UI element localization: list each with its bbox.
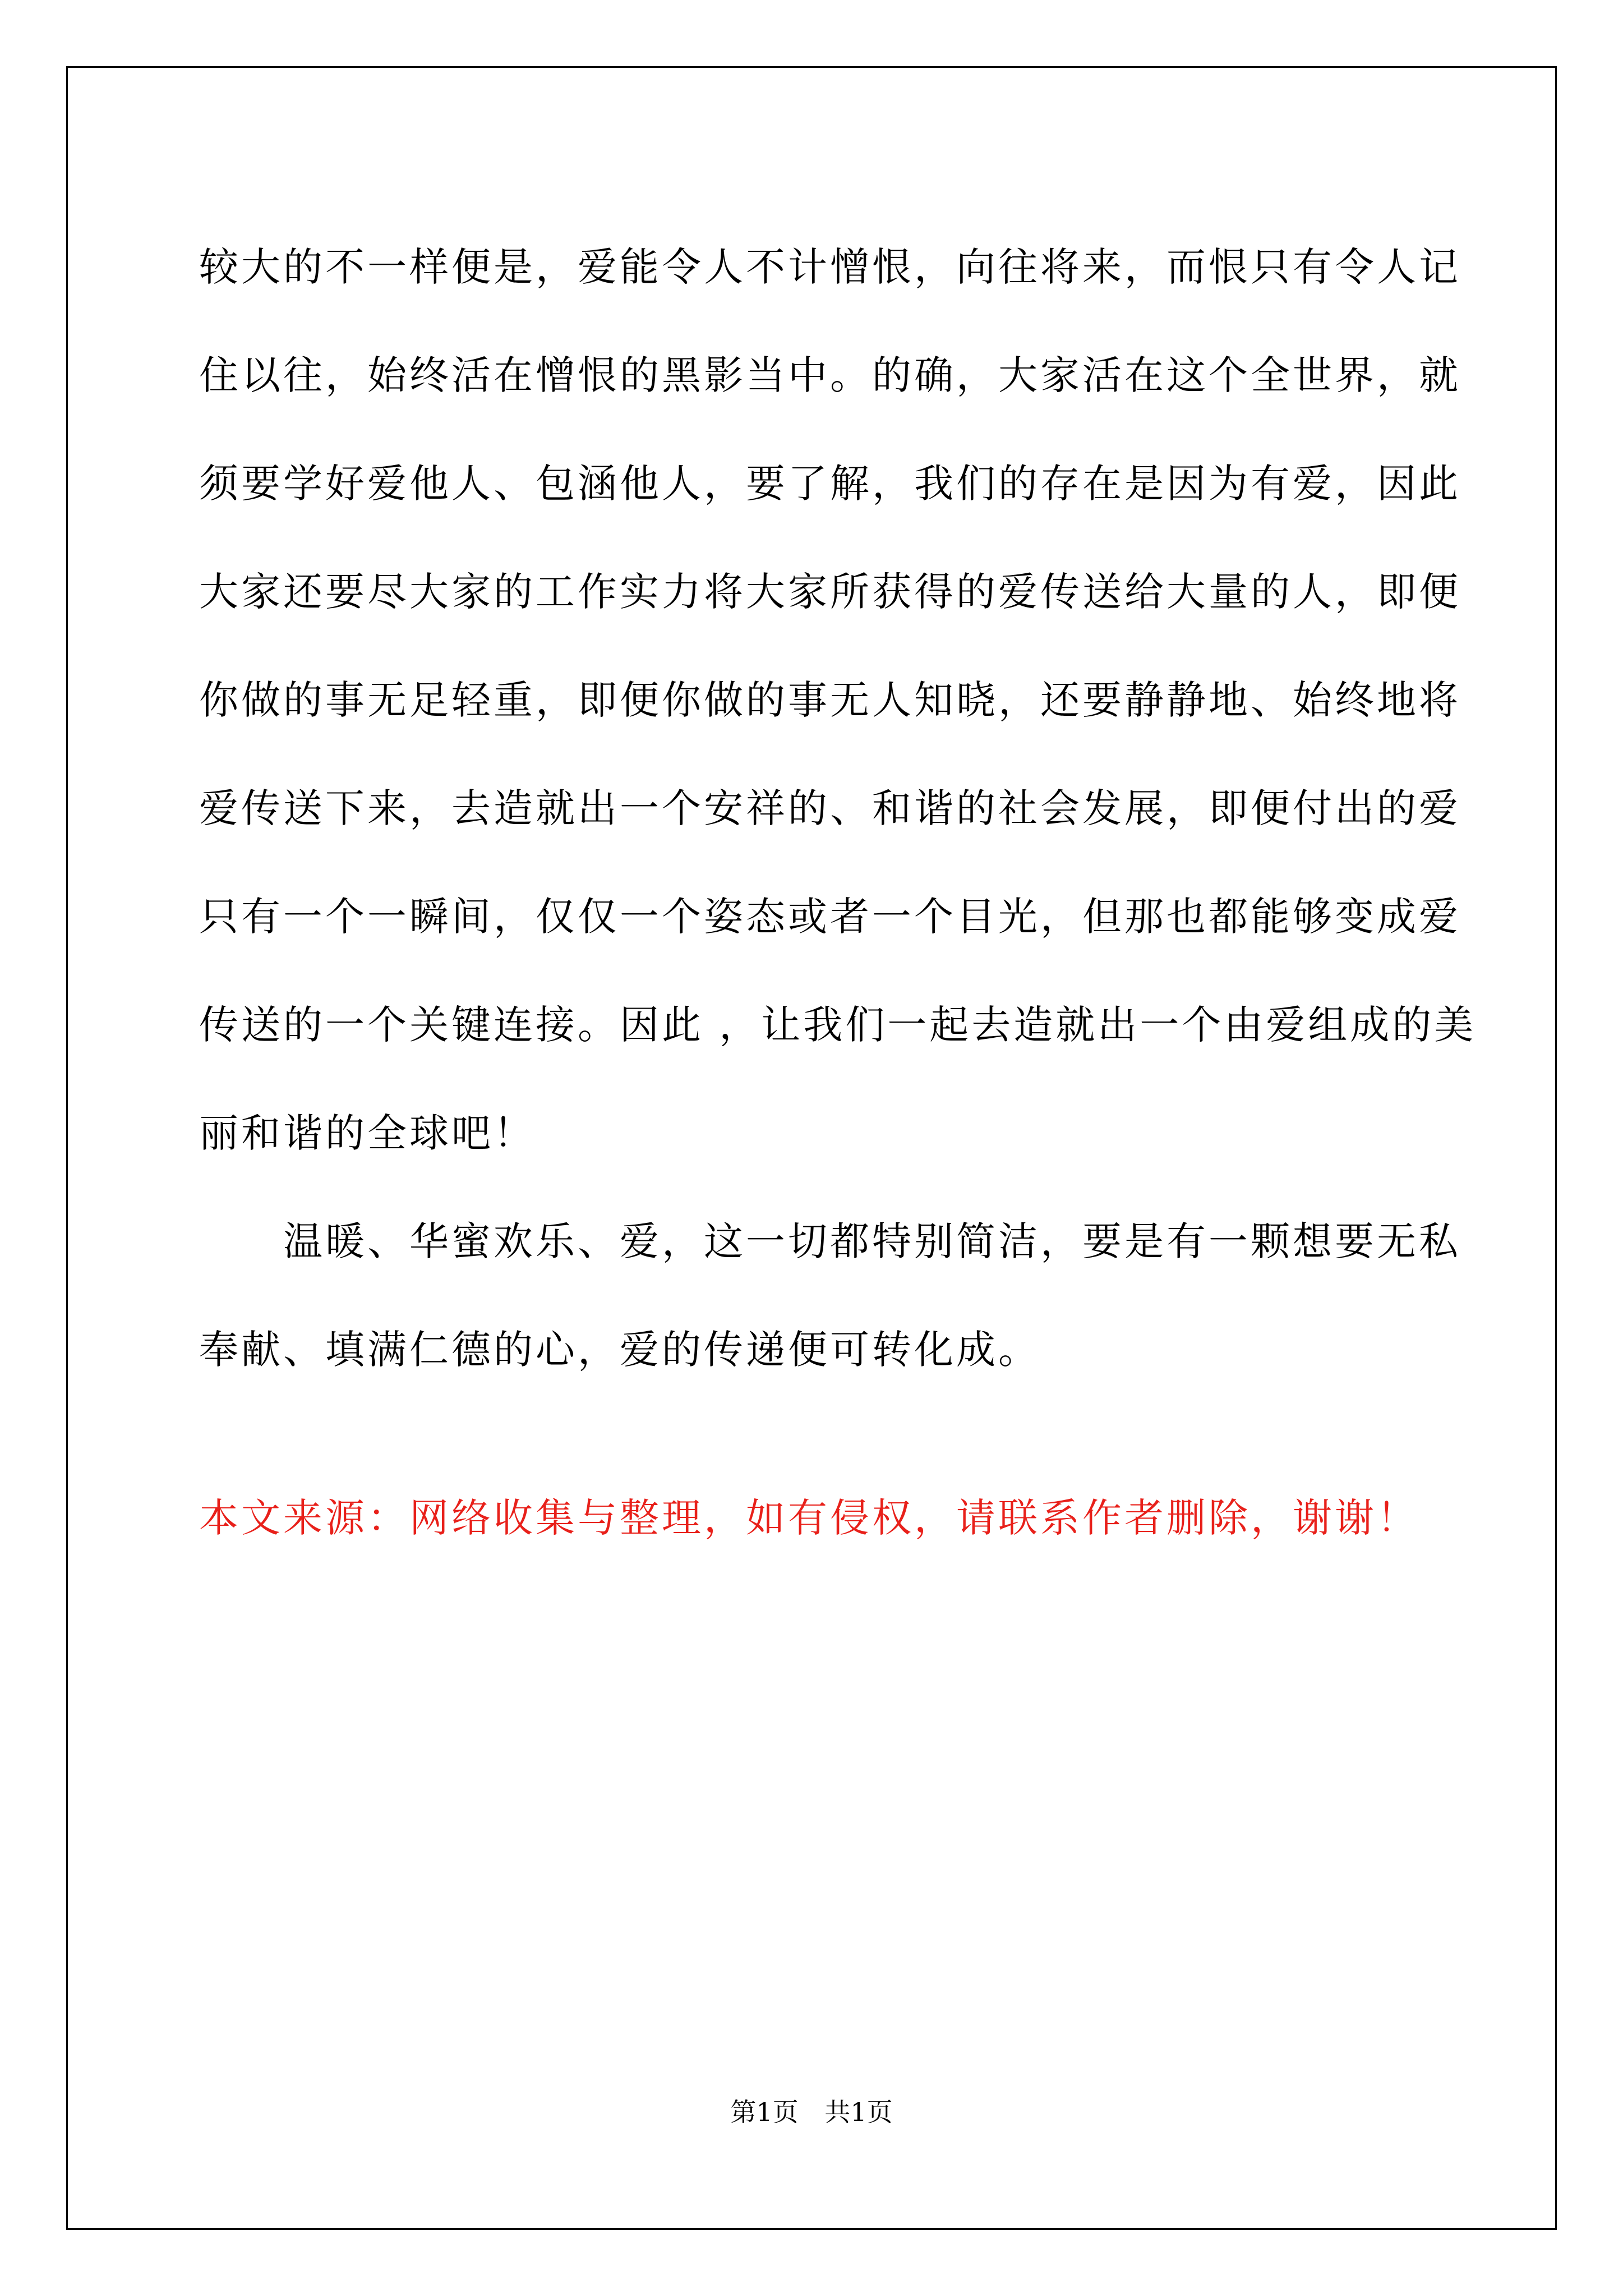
text-line: 传送的一个关键连接。因此 ，让我们一起去造就出一个由爱组成的美	[199, 1002, 1477, 1048]
text-line: 你做的事无足轻重，即便你做的事无人知晓，还要静静地、始终地将	[199, 677, 1461, 723]
text-line: 较大的不一样便是，爱能令人不计憎恨，向往将来，而恨只有令人记	[199, 244, 1461, 290]
document-body	[199, 213, 1477, 1404]
text-line: 丽和谐的全球吧！	[199, 1110, 536, 1156]
text-line: 爱传送下来，去造就出一个安祥的、和谐的社会发展，即便付出的爱	[199, 785, 1461, 831]
text-line: 须要学好爱他人、包涵他人，要了解，我们的存在是因为有爱，因此	[199, 461, 1461, 507]
text-line: 大家还要尽大家的工作实力将大家所获得的爱传送给大量的人，即便	[199, 569, 1461, 615]
source-note: 本文来源：网络收集与整理，如有侵权，请联系作者删除，谢谢！	[199, 1495, 1419, 1541]
text-line: 奉献、填满仁德的心，爱的传递便可转化成。	[199, 1327, 1040, 1373]
page-number: 第1页	[730, 2097, 799, 2127]
text-line: 温暖、华蜜欢乐、爱，这一切都特别简洁，要是有一颗想要无私	[283, 1218, 1461, 1264]
text-line: 只有一个一瞬间，仅仅一个姿态或者一个目光，但那也都能够变成爱	[199, 894, 1461, 940]
text-line: 住以往，始终活在憎恨的黑影当中。的确，大家活在这个全世界，就	[199, 352, 1461, 398]
paragraph-2	[199, 1188, 1461, 1404]
page-total: 共1页	[824, 2097, 893, 2127]
paragraph-1	[199, 213, 1477, 1188]
page-footer	[0, 2095, 1623, 2129]
